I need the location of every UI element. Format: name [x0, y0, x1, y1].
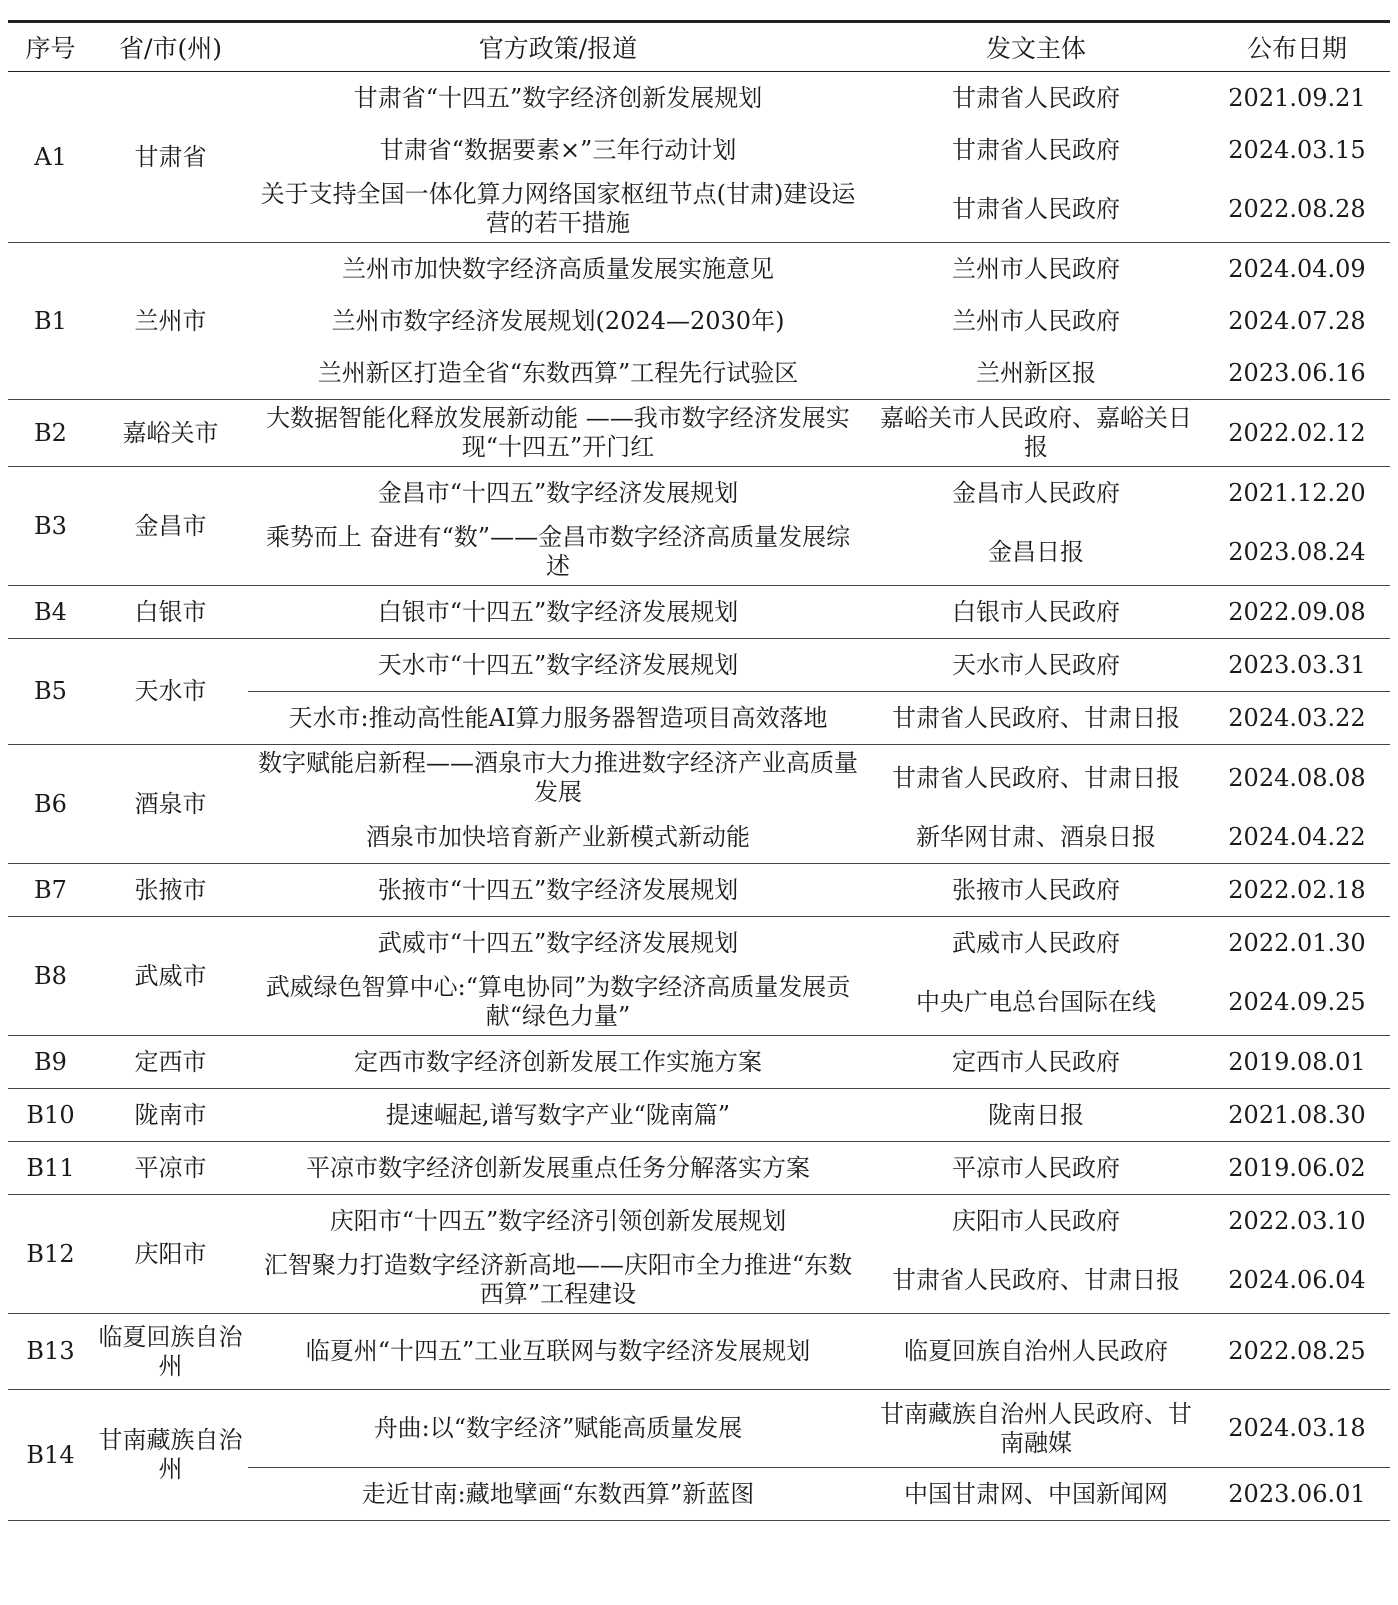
publish-date: 2024.08.08 [1228, 763, 1366, 792]
issuer: 天水市人民政府 [868, 639, 1204, 692]
publish-date: 2024.03.15 [1228, 135, 1366, 164]
table-row [8, 639, 1390, 692]
issuer: 新华网甘肃、酒泉日报 [868, 811, 1204, 864]
issuer: 白银市人民政府 [868, 586, 1204, 639]
issuer: 中央广电总台国际在线 [868, 969, 1204, 1036]
issuer: 庆阳市人民政府 [952, 1206, 1120, 1235]
issuer: 定西市人民政府 [868, 1036, 1204, 1089]
policy-title: 平凉市数字经济创新发展重点任务分解落实方案 [248, 1142, 868, 1195]
row-id: B6 [8, 745, 93, 864]
row-region: 天水市 [93, 639, 248, 745]
table-row [8, 1314, 1390, 1390]
header-date: 公布日期 [1204, 22, 1390, 72]
policy-title: 兰州市加快数字经济高质量发展实施意见 [342, 254, 774, 283]
table-row [8, 243, 1390, 296]
table-row [8, 864, 1390, 917]
policy-title: 武威市“十四五”数字经济发展规划 [377, 928, 739, 957]
row-id: B9 [8, 1036, 93, 1089]
policy-title: 关于支持全国一体化算力网络国家枢纽节点(甘肃)建设运营的若干措施 [248, 176, 868, 243]
row-id: B12 [8, 1195, 93, 1314]
publish-date: 2022.08.28 [1204, 176, 1390, 243]
table-row [8, 467, 1390, 520]
policy-title: 数字赋能启新程——酒泉市大力推进数字经济产业高质量发展 [258, 749, 858, 806]
table-row [8, 1089, 1390, 1142]
policy-title: 庆阳市“十四五”数字经济引领创新发展规划 [329, 1206, 787, 1235]
publish-date: 2024.07.28 [1228, 306, 1366, 335]
table-row [8, 1195, 1390, 1248]
issuer: 兰州新区报 [868, 347, 1204, 400]
issuer: 平凉市人民政府 [868, 1142, 1204, 1195]
row-id: B1 [8, 243, 93, 400]
publish-date: 2024.03.22 [1204, 692, 1390, 745]
publish-date: 2023.03.31 [1204, 639, 1390, 692]
table-row [8, 917, 1390, 970]
row-id: A1 [8, 72, 93, 243]
row-region: 陇南市 [93, 1089, 248, 1142]
issuer: 甘肃省人民政府、甘肃日报 [868, 1247, 1204, 1314]
table-row [8, 400, 1390, 467]
row-region: 白银市 [93, 586, 248, 639]
issuer: 武威市人民政府 [952, 928, 1120, 957]
header-issuer: 发文主体 [868, 22, 1204, 72]
publish-date: 2022.01.30 [1228, 928, 1366, 957]
policy-title: 兰州市数字经济发展规划(2024—2030年) [331, 306, 785, 335]
row-id: B4 [8, 586, 93, 639]
row-region: 酒泉市 [93, 745, 248, 864]
row-region: 张掖市 [93, 864, 248, 917]
publish-date: 2022.03.10 [1228, 1206, 1366, 1235]
issuer: 中国甘肃网、中国新闻网 [868, 1468, 1204, 1521]
publish-date: 2022.02.18 [1204, 864, 1390, 917]
row-id: B5 [8, 639, 93, 745]
issuer: 陇南日报 [868, 1089, 1204, 1142]
issuer: 兰州市人民政府 [952, 306, 1120, 335]
publish-date: 2019.06.02 [1204, 1142, 1390, 1195]
policy-title: 白银市“十四五”数字经济发展规划 [248, 586, 868, 639]
policy-title: 天水市“十四五”数字经济发展规划 [248, 639, 868, 692]
policy-title: 武威绿色智算中心:“算电协同”为数字经济高质量发展贡献“绿色力量” [248, 969, 868, 1036]
publish-date: 2022.08.25 [1204, 1314, 1390, 1390]
policy-title: 乘势而上 奋进有“数”——金昌市数字经济高质量发展综述 [248, 519, 868, 586]
publish-date: 2023.08.24 [1204, 519, 1390, 586]
publish-date: 2024.04.09 [1228, 254, 1366, 283]
policy-title: 甘肃省“数据要素×”三年行动计划 [379, 135, 737, 164]
issuer: 甘肃省人民政府 [952, 135, 1120, 164]
issuer: 甘肃省人民政府 [952, 83, 1120, 112]
row-id: B10 [8, 1089, 93, 1142]
publish-date: 2024.06.04 [1204, 1247, 1390, 1314]
issuer: 金昌市人民政府 [952, 478, 1120, 507]
policy-title: 大数据智能化释放发展新动能 ——我市数字经济发展实现“十四五”开门红 [248, 400, 868, 467]
row-id: B14 [8, 1390, 93, 1521]
row-id: B13 [8, 1314, 93, 1390]
publish-date: 2024.09.25 [1204, 969, 1390, 1036]
issuer: 甘肃省人民政府、甘肃日报 [892, 763, 1180, 792]
policy-title: 定西市数字经济创新发展工作实施方案 [248, 1036, 868, 1089]
publish-date: 2022.02.12 [1204, 400, 1390, 467]
policy-title: 甘肃省“十四五”数字经济创新发展规划 [353, 83, 763, 112]
publish-date: 2019.08.01 [1204, 1036, 1390, 1089]
issuer: 甘肃省人民政府 [868, 176, 1204, 243]
row-region: 庆阳市 [93, 1195, 248, 1314]
policy-title: 天水市:推动高性能AI算力服务器智造项目高效落地 [248, 692, 868, 745]
policy-title: 汇智聚力打造数字经济新高地——庆阳市全力推进“东数西算”工程建设 [248, 1247, 868, 1314]
row-region: 临夏回族自治州 [93, 1314, 248, 1390]
publish-date: 2023.06.16 [1204, 347, 1390, 400]
issuer: 临夏回族自治州人民政府 [868, 1314, 1204, 1390]
publish-date: 2021.12.20 [1228, 478, 1366, 507]
row-region: 金昌市 [93, 467, 248, 586]
publish-date: 2021.08.30 [1204, 1089, 1390, 1142]
table-row [8, 1390, 1390, 1468]
row-id: B2 [8, 400, 93, 467]
header-row [8, 22, 1390, 72]
row-region: 平凉市 [93, 1142, 248, 1195]
row-id: B3 [8, 467, 93, 586]
issuer: 甘南藏族自治州人民政府、甘南融媒 [868, 1390, 1204, 1468]
publish-date: 2023.06.01 [1204, 1468, 1390, 1521]
row-region: 嘉峪关市 [93, 400, 248, 467]
policy-title: 舟曲:以“数字经济”赋能高质量发展 [248, 1390, 868, 1468]
policy-title: 临夏州“十四五”工业互联网与数字经济发展规划 [248, 1314, 868, 1390]
issuer: 嘉峪关市人民政府、嘉峪关日报 [868, 400, 1204, 467]
table-header [8, 22, 1390, 72]
row-region: 兰州市 [93, 243, 248, 400]
policy-title: 兰州新区打造全省“东数西算”工程先行试验区 [248, 347, 868, 400]
policy-title: 提速崛起,谱写数字产业“陇南篇” [248, 1089, 868, 1142]
issuer: 张掖市人民政府 [868, 864, 1204, 917]
policy-table [8, 20, 1390, 1521]
header-id: 序号 [8, 22, 93, 72]
table-row [8, 72, 1390, 125]
publish-date: 2022.09.08 [1204, 586, 1390, 639]
table-row [8, 586, 1390, 639]
row-id: B7 [8, 864, 93, 917]
table-row [8, 1142, 1390, 1195]
issuer: 兰州市人民政府 [952, 254, 1120, 283]
row-region: 定西市 [93, 1036, 248, 1089]
header-region: 省/市(州) [93, 22, 248, 72]
issuer: 甘肃省人民政府、甘肃日报 [868, 692, 1204, 745]
row-region: 武威市 [93, 917, 248, 1036]
table-row [8, 745, 1390, 812]
policy-title: 金昌市“十四五”数字经济发展规划 [377, 478, 739, 507]
row-region: 甘南藏族自治州 [93, 1390, 248, 1521]
publish-date: 2024.04.22 [1204, 811, 1390, 864]
policy-title: 张掖市“十四五”数字经济发展规划 [248, 864, 868, 917]
issuer: 金昌日报 [868, 519, 1204, 586]
row-id: B11 [8, 1142, 93, 1195]
policy-title: 酒泉市加快培育新产业新模式新动能 [248, 811, 868, 864]
row-id: B8 [8, 917, 93, 1036]
table-row [8, 1036, 1390, 1089]
table-body [8, 72, 1390, 1521]
header-title: 官方政策/报道 [248, 22, 868, 72]
row-region: 甘肃省 [93, 72, 248, 243]
publish-date: 2024.03.18 [1204, 1390, 1390, 1468]
policy-title: 走近甘南:藏地擘画“东数西算”新蓝图 [248, 1468, 868, 1521]
publish-date: 2021.09.21 [1228, 83, 1366, 112]
